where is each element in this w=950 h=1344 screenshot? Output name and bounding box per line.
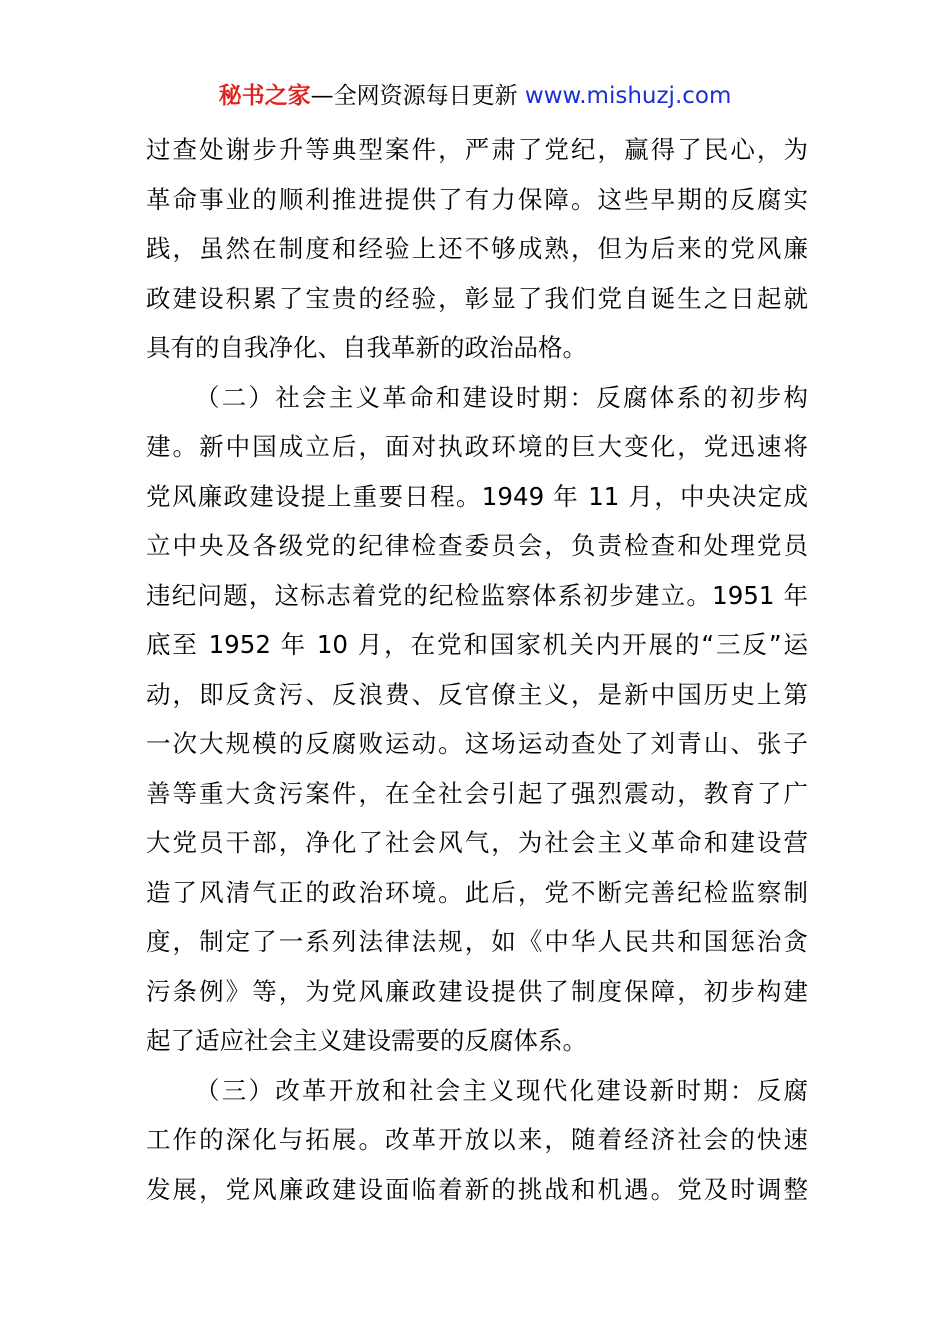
text-line: 践，虽然在制度和经验上还不够成熟，但为后来的党风廉 [146,234,808,263]
page-header [0,80,950,112]
text-line: 动，即反贪污、反浪费、反官僚主义，是新中国历史上第 [146,679,808,709]
text-line: 党风廉政建设提上重要日程。1949 年 11 月，中央决定成 [146,481,808,511]
text-line: 建。新中国成立后，面对执政环境的巨大变化，党迅速将 [146,432,808,461]
text-line: 过查处谢步升等典型案件，严肃了党纪，赢得了民心，为 [146,135,808,164]
text-line: 善等重大贪污案件，在全社会引起了强烈震动，教育了广 [146,778,808,808]
text-line: 度，制定了一系列法律法规，如《中华人民共和国惩治贪 [146,927,808,956]
text-line: 具有的自我净化、自我革新的政治品格。 [146,333,587,362]
text-line: 起了适应社会主义建设需要的反腐体系。 [146,1026,587,1055]
text-line: 造了风清气正的政治环境。此后，党不断完善纪检监察制 [146,877,808,907]
section-heading-line: （二）社会主义革命和建设时期：反腐体系的初步构 [195,382,808,412]
paragraph [146,1066,808,1215]
text-line: 大党员干部，净化了社会风气，为社会主义革命和建设营 [146,828,808,857]
paragraph [146,373,808,1066]
header-tagline: —全网资源每日更新 [310,83,518,109]
text-line: 一次大规模的反腐败运动。这场运动查处了刘青山、张子 [146,729,808,758]
text-line: 污条例》等，为党风廉政建设提供了制度保障，初步构建 [146,976,808,1006]
text-line: 立中央及各级党的纪律检查委员会，负责检查和处理党员 [146,531,808,560]
paragraph [146,125,808,373]
text-line: 革命事业的顺利推进提供了有力保障。这些早期的反腐实 [146,184,808,214]
text-line: 工作的深化与拓展。改革开放以来，随着经济社会的快速 [146,1125,808,1154]
text-line: 违纪问题，这标志着党的纪检监察体系初步建立。1951 年 [146,580,808,610]
section-heading-line: （三）改革开放和社会主义现代化建设新时期：反腐 [195,1075,808,1105]
document-body [146,125,808,1214]
brand-name: 秘书之家 [218,83,311,109]
site-link[interactable]: www.mishuzj.com [524,83,732,109]
text-line: 发展，党风廉政建设面临着新的挑战和机遇。党及时调整 [146,1174,808,1204]
text-line: 底至 1952 年 10 月，在党和国家机关内开展的“三反”运 [146,630,808,659]
text-line: 政建设积累了宝贵的经验，彰显了我们党自诞生之日起就 [146,283,808,313]
